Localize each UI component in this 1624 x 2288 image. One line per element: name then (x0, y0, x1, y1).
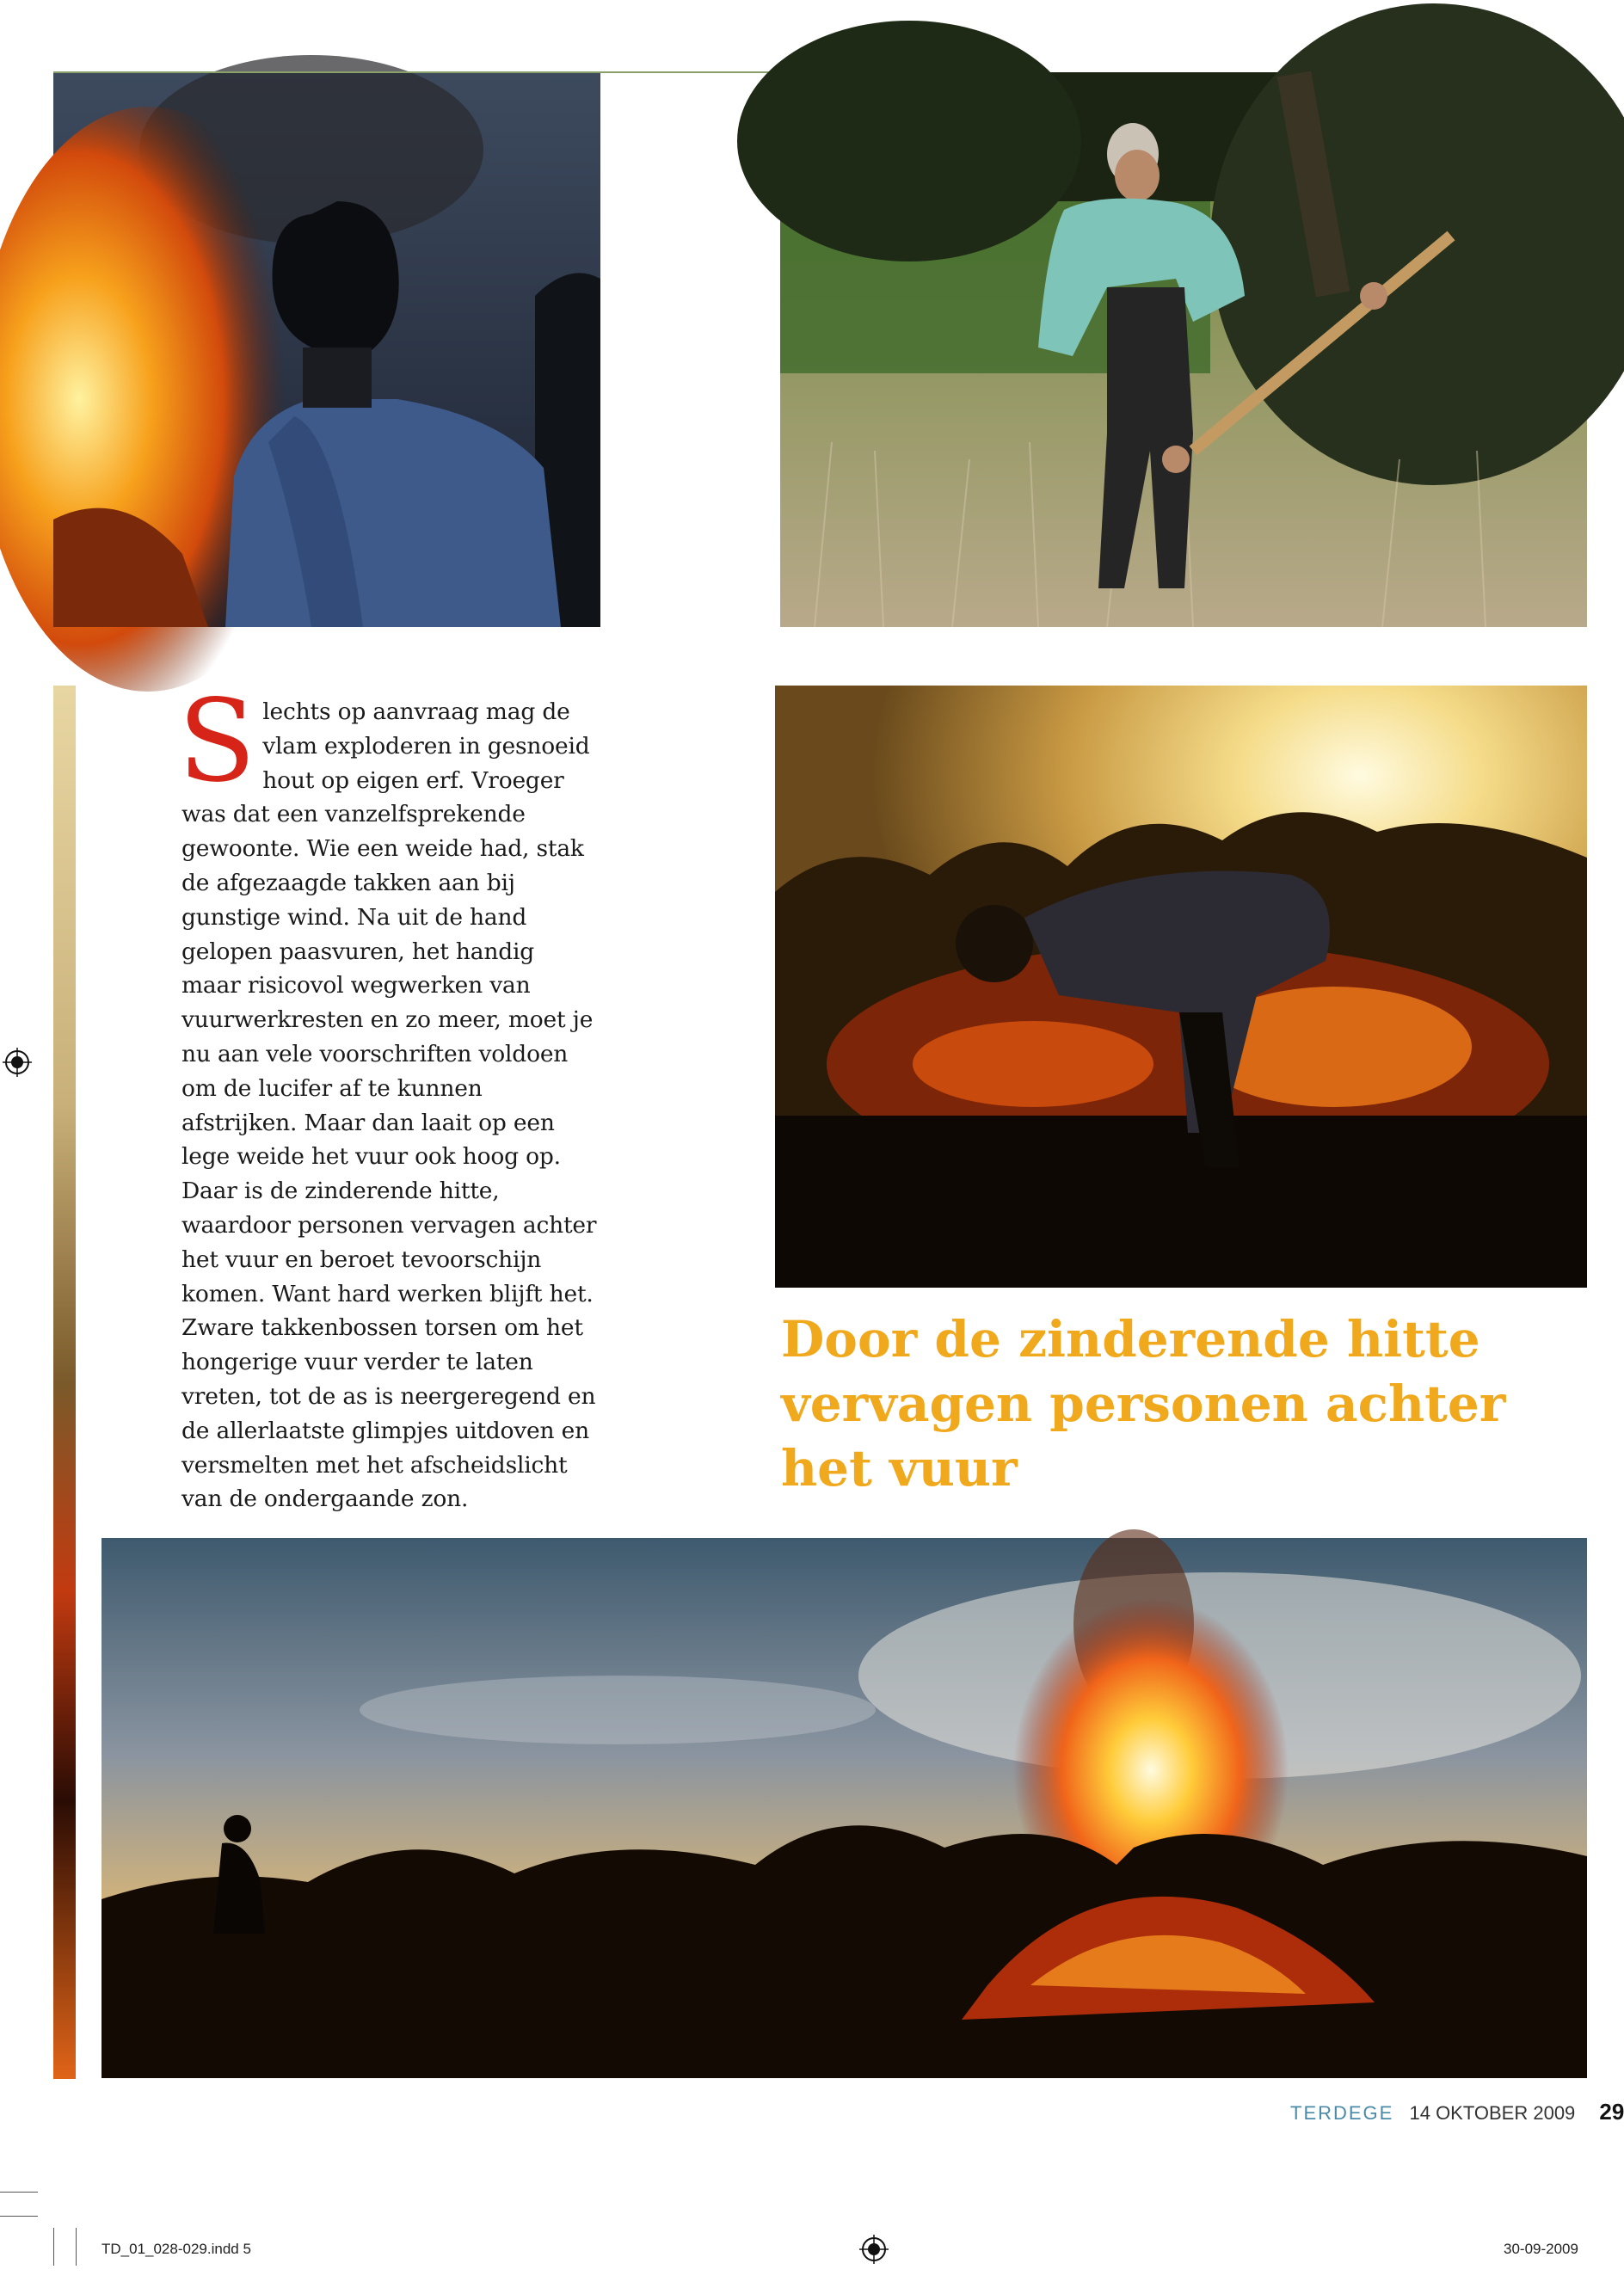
registration-mark-icon (859, 2235, 889, 2264)
slug-date: 30-09-2009 (1504, 2241, 1578, 2257)
photo-man-with-rake (780, 72, 1587, 627)
page-number: 29 (1599, 2099, 1624, 2125)
pull-quote: Door de zinderende hitte vervagen personen achter het vuur (781, 1310, 1506, 1498)
photo-edge-strip (53, 686, 76, 2079)
page-footer (1290, 2099, 1624, 2133)
magazine-name: TERDEGE (1290, 2102, 1394, 2124)
photo-fire-person-blue-shirt (53, 72, 600, 627)
crop-mark (0, 2192, 38, 2193)
issue-date: 14 OKTOBER 2009 (1409, 2102, 1576, 2124)
article-body-text: lechts op aanvraag mag de vlam exploderen in gesnoeid hout op eigen erf. Vroeger was dat een vanzelfsprekende gewoonte. Wie een weide had, stak de afgezaagde takken aan bij gunstige wind. Na uit de hand gelopen paasvuren, het handig maar risicovol wegwerken van vuurwerkresten en zo meer, moet je nu aan vele voorschriften voldoen om de lucifer af te kunnen afstrijken. Maar dan laait op een lege weide het vuur ook hoog op. Daar is de zinderende hitte, waardoor personen vervagen achter het vuur en beroet tevoorschijn komen. Want hard werken blijft het. Zware takkenbossen torsen om het hongerige vuur verder te laten vreten, tot de as is neergeregend en de allerlaatste glimpjes uitdoven en versmelten met het afscheidslicht van de ondergaande zon. (181, 698, 597, 1513)
crop-mark (0, 2216, 38, 2217)
registration-mark-icon (3, 1048, 32, 1077)
crop-mark (53, 2228, 54, 2266)
slug-filename: TD_01_028-029.indd 5 (102, 2241, 251, 2257)
crop-mark (76, 2228, 77, 2266)
drop-cap: S (178, 675, 256, 808)
top-rule (53, 71, 780, 73)
photo-bonfire-landscape-dusk (102, 1538, 1587, 2078)
article-body (178, 675, 599, 1516)
photo-man-tending-fire-sunset (775, 686, 1587, 1288)
